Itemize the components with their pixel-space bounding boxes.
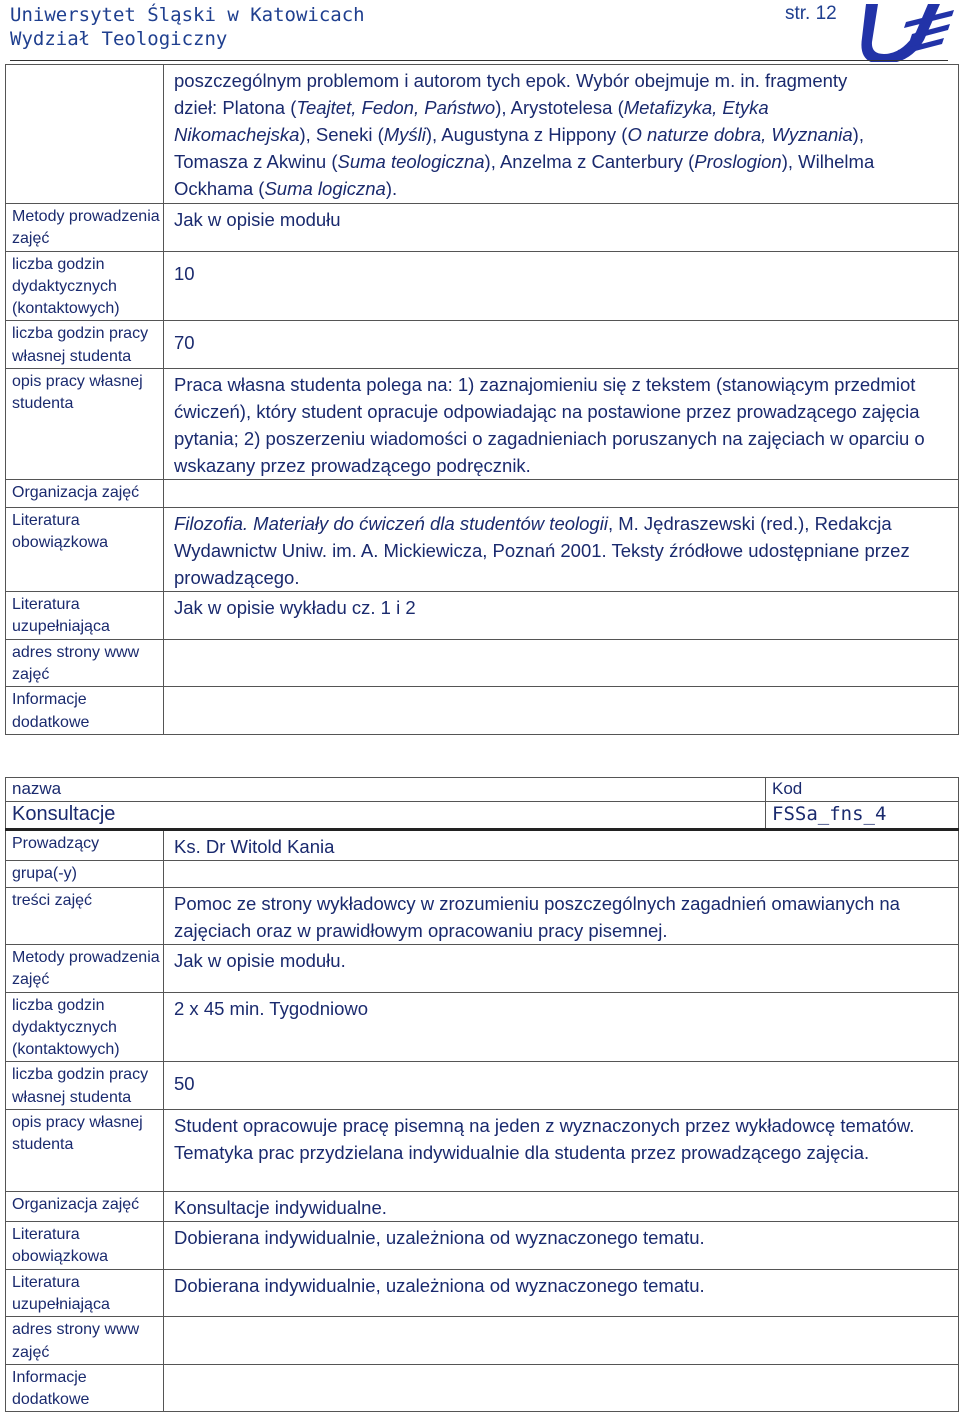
- continuation-line-1: poszczególnym problemom i autorom tych epok. Wybór obejmuje m. in. fragmenty: [174, 70, 848, 91]
- lit-uzup-value: Jak w opisie wykładu cz. 1 i 2: [164, 592, 959, 640]
- grupa-label: grupa(-y): [6, 861, 164, 888]
- lit-obow-title: Filozofia. Materiały do ćwiczeń dla studentów teologii: [174, 513, 608, 535]
- work-title: Suma teologiczna: [337, 151, 485, 172]
- www-value: [164, 639, 959, 687]
- lit-obow2-label: Literatura obowiązkowa: [6, 1222, 164, 1270]
- course-table-2: [5, 777, 959, 1412]
- header-rule: [10, 60, 948, 61]
- info2-value: [164, 1364, 959, 1412]
- www-label: adres strony www zajęć: [6, 639, 164, 687]
- lit-obow-rest: , M. Jędraszewski (red.), Redakcja Wydawnictw Uniw. im. A. Mickiewicza, Poznań 2001. Teksty źródłowe udostępniane przez prowadzącego.: [174, 513, 910, 589]
- lit-obow-label: Literatura obowiązkowa: [6, 508, 164, 592]
- godziny2-label: liczba godzin dydaktycznych (kontaktowych): [6, 992, 164, 1062]
- metody2-value: Jak w opisie modułu.: [164, 945, 959, 993]
- org-label: Organizacja zajęć: [6, 480, 164, 508]
- text-part: Tomasza z Akwinu (: [174, 151, 338, 172]
- prowadzacy-label: Prowadzący: [6, 830, 164, 861]
- work-title: Proslogion: [694, 151, 782, 172]
- work-title: Metafizyka, Etyka: [623, 97, 769, 118]
- praca-value: 70: [164, 321, 959, 369]
- info-value: [164, 687, 959, 735]
- nazwa-label: nazwa: [6, 778, 766, 802]
- org2-value: Konsultacje indywidualne.: [164, 1192, 959, 1222]
- grupa-value: [164, 861, 959, 888]
- www2-value: [164, 1317, 959, 1365]
- praca2-label: liczba godzin pracy własnej studenta: [6, 1062, 164, 1110]
- tresci-value: Pomoc ze strony wykładowcy w zrozumieniu poszczególnych zagadnień omawianych na zajęciach oraz w prawidłowym opracowaniu pracy pisemnej.: [164, 888, 959, 945]
- work-title: Teajtet, Fedon, Państwo: [296, 97, 496, 118]
- lit-uzup2-value: Dobierana indywidualnie, uzależniona od wyznaczonego tematu.: [164, 1269, 959, 1317]
- text-part: ).: [385, 178, 398, 199]
- course-table-1: [5, 64, 959, 735]
- university-logo-icon: [858, 2, 958, 62]
- godziny-label: liczba godzin dydaktycznych (kontaktowych): [6, 251, 164, 321]
- text-part: ),: [852, 124, 864, 145]
- course-name: Konsultacje: [6, 802, 766, 830]
- godziny-value: 10: [164, 251, 959, 321]
- prowadzacy-value: Ks. Dr Witold Kania: [164, 830, 959, 861]
- org-value: [164, 480, 959, 508]
- work-title: Suma logiczna: [264, 178, 386, 199]
- lit-uzup2-label: Literatura uzupełniająca: [6, 1269, 164, 1317]
- text-part: dzieł: Platona (: [174, 97, 297, 118]
- opis2-label: opis pracy własnej studenta: [6, 1110, 164, 1192]
- text-part: Ockhama (: [174, 178, 265, 199]
- page-number: str. 12: [785, 3, 837, 24]
- praca-label: liczba godzin pracy własnej studenta: [6, 321, 164, 369]
- tresci-label: treści zajęć: [6, 888, 164, 945]
- faculty-name: Wydział Teologiczny: [10, 28, 228, 50]
- course-code: FSSa_fns_4: [766, 802, 959, 830]
- lit-obow-value: [164, 508, 959, 592]
- university-name: Uniwersytet Śląski w Katowicach: [10, 4, 365, 26]
- continuation-label-cell: [6, 65, 164, 204]
- opis-label: opis pracy własnej studenta: [6, 369, 164, 480]
- page-header: [10, 0, 950, 62]
- text-part: ), Augustyna z Hippony (: [425, 124, 628, 145]
- lit-uzup-label: Literatura uzupełniająca: [6, 592, 164, 640]
- kod-label: Kod: [766, 778, 959, 802]
- opis2-value: Student opracowuje pracę pisemną na jeden z wyznaczonych przez wykładowcę tematów. Tematyka prac przydzielana indywidualnie dla studenta przez prowadzącego zajęcia.: [164, 1110, 959, 1192]
- praca2-value: 50: [164, 1062, 959, 1110]
- metody-label: Metody prowadzenia zajęć: [6, 204, 164, 252]
- work-title: Myśli: [383, 124, 426, 145]
- opis-value: Praca własna studenta polega na: 1) zaznajomieniu się z tekstem (stanowiącym przedmiot ćwiczeń), który student opracuje odpowiadając na postawione przez prowadzącego zajęcia pytania; 2) poszerzeniu wiadomości o zagadnieniach poruszanych na zajęciach w oparciu o wskazany przez prowadzącego podręcznik.: [164, 369, 959, 480]
- info-label: Informacje dodatkowe: [6, 687, 164, 735]
- metody2-label: Metody prowadzenia zajęć: [6, 945, 164, 993]
- text-part: ), Wilhelma: [781, 151, 875, 172]
- text-part: ), Arystotelesa (: [495, 97, 624, 118]
- godziny2-value: 2 x 45 min. Tygodniowo: [164, 992, 959, 1062]
- text-part: ), Anzelma z Canterbury (: [484, 151, 695, 172]
- org2-label: Organizacja zajęć: [6, 1192, 164, 1222]
- continuation-text: [164, 65, 959, 204]
- info2-label: Informacje dodatkowe: [6, 1364, 164, 1412]
- metody-value: Jak w opisie modułu: [164, 204, 959, 252]
- www2-label: adres strony www zajęć: [6, 1317, 164, 1365]
- lit-obow2-value: Dobierana indywidualnie, uzależniona od wyznaczonego tematu.: [164, 1222, 959, 1270]
- work-title: Nikomachejska: [174, 124, 300, 145]
- work-title: O naturze dobra, Wyznania: [627, 124, 853, 145]
- text-part: ), Seneki (: [299, 124, 384, 145]
